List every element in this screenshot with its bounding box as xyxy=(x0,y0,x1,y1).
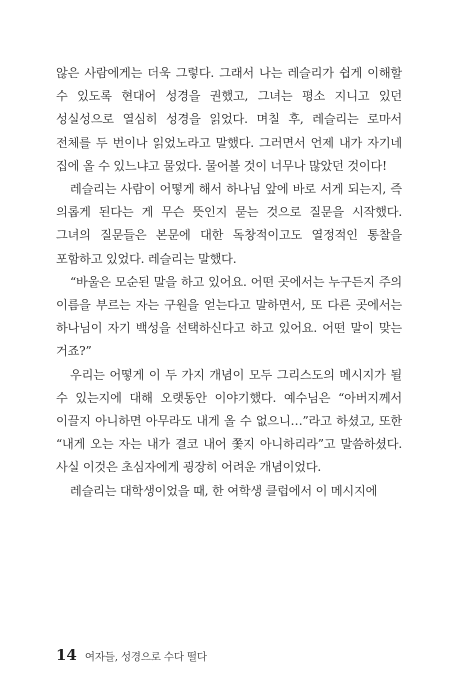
page-number: 14 xyxy=(56,646,77,664)
body-text xyxy=(56,62,402,503)
running-title: 여자들, 성경으로 수다 떨다 xyxy=(84,651,207,663)
paragraph-4: 우리는 어떻게 이 두 가지 개념이 모두 그리스도의 메시지가 될 수 있는지에 대해 오랫동안 이야기했다. 예수님은 “아버지께서 이끌지 아니하면 아무라도 내게 올 수 없으니…”라고 하셨고, 또한 “내게 오는 자는 내가 결코 내어 쫓지 아니하리라”고 말씀하셨다. 사실 이것은 초심자에게 굉장히 어려운 개념이었다. xyxy=(56,367,402,475)
paragraph-1: 않은 사람에게는 더욱 그렇다. 그래서 나는 레슬리가 쉽게 이해할 수 있도록 현대어 성경을 권했고, 그녀는 평소 지니고 있던 성실성으로 열심히 성경을 읽었다. 며칠 후, 레슬리는 로마서 전체를 두 번이나 읽었노라고 말했다. 그러면서 언제 내가 자기네 집에 올 수 있느냐고 물었다. 물어볼 것이 너무나 많았던 것이다! xyxy=(56,66,402,173)
page-footer xyxy=(56,646,207,664)
paragraph-2: 레슬리는 사람이 어떻게 해서 하나님 앞에 바로 서게 되는지, 즉 의롭게 된다는 게 무슨 뜻인지 묻는 것으로 질문을 시작했다. 그녀의 질문들은 본문에 대한 독창적이고도 열정적인 통찰을 포함하고 있었다. 레슬리는 말했다. xyxy=(56,182,402,266)
paragraph-3-quote: “바울은 모순된 말을 하고 있어요. 어떤 곳에서는 누구든지 주의 이름을 부르는 자는 구원을 얻는다고 말하면서, 또 다른 곳에서는 하나님이 자기 백성을 선택하신다고 하고 있어요. 어떤 말이 맞는 거죠?” xyxy=(56,274,402,359)
paragraph-5: 레슬리는 대학생이었을 때, 한 여학생 클럽에서 이 메시지에 xyxy=(70,483,378,498)
